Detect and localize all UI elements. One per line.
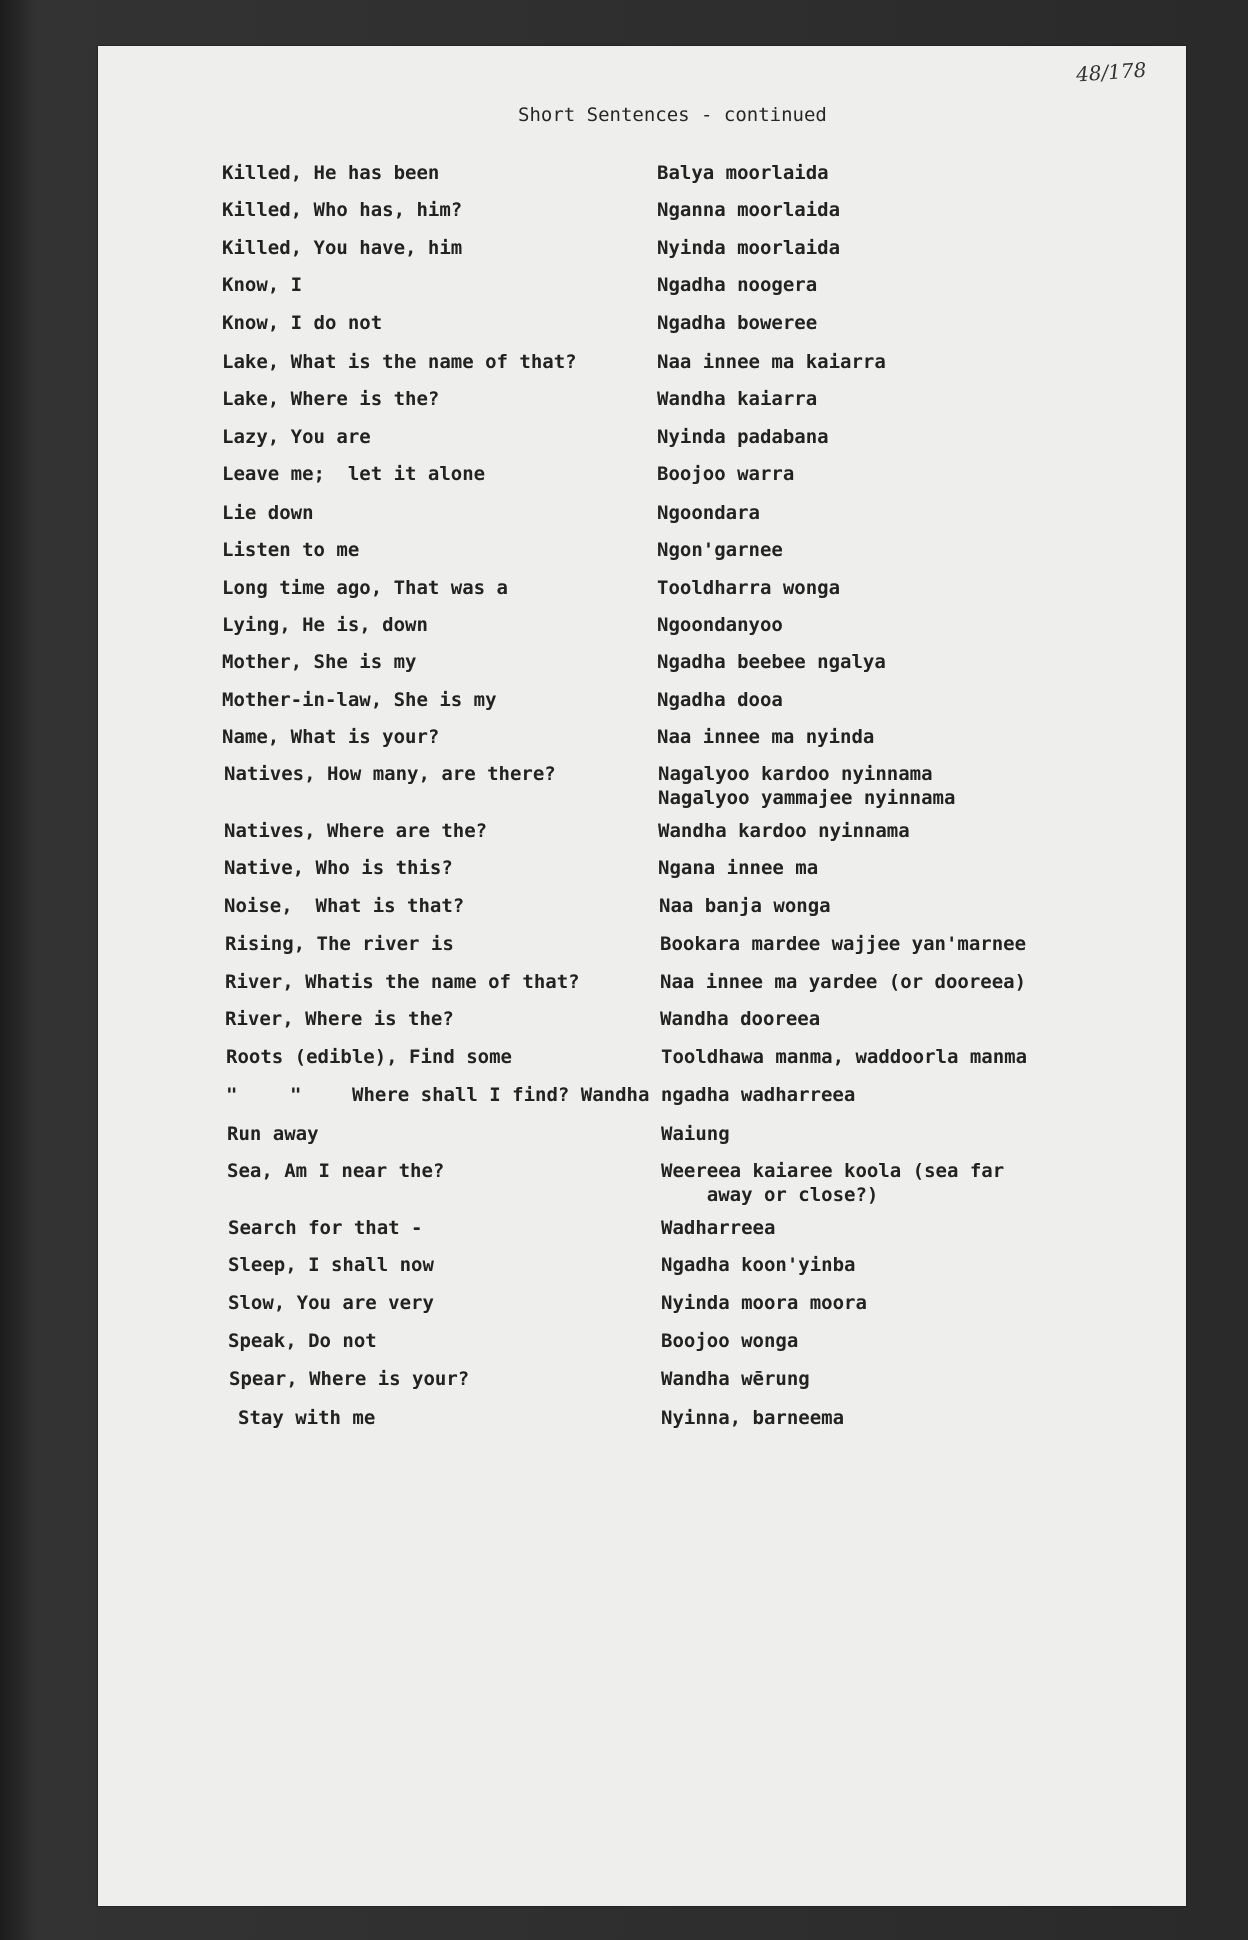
aboriginal-translation: Nyinna, barneema [661,1407,845,1429]
english-phrase: River, Whatis the name of that? [225,971,580,993]
page-heading: Short Sentences - continued [518,104,827,126]
aboriginal-translation: Waiung [661,1123,730,1145]
aboriginal-translation: Nyinda moorlaida [657,237,841,259]
english-phrase: Lake, Where is the? [222,388,440,410]
english-phrase: Rising, The river is [225,933,454,955]
aboriginal-translation: Bookara mardee wajjee yan'marnee [660,933,1027,955]
aboriginal-translation: Ngana innee ma [658,857,819,879]
aboriginal-translation: Ngoondanyoo [657,614,783,636]
aboriginal-translation: Naa innee ma nyinda [657,726,875,748]
english-phrase: Search for that - [228,1217,423,1239]
aboriginal-translation: Ngadha boweree [657,312,818,334]
english-phrase: Speak, Do not [228,1330,377,1352]
aboriginal-translation: Nyinda padabana [657,426,829,448]
english-phrase: Mother, She is my [222,651,417,673]
ditto-mark: " [226,1084,238,1106]
aboriginal-translation: Nagalyoo kardoo nyinnama Nagalyoo yammajee nyinnama [658,763,956,809]
english-phrase: Stay with me [238,1407,376,1429]
english-phrase: Lazy, You are [222,426,371,448]
english-phrase: Know, I do not [222,312,383,334]
english-phrase: Name, What is your? [222,726,440,748]
english-phrase: Sleep, I shall now [228,1254,434,1276]
english-phrase: Run away [227,1123,319,1145]
aboriginal-translation: Naa innee ma yardee (or dooreea) [660,971,1027,993]
aboriginal-translation: Ngoondara [657,502,760,524]
aboriginal-translation: Ngadha beebee ngalya [657,651,886,673]
english-phrase: Natives, How many, are there? [224,763,556,785]
english-phrase: Mother-in-law, She is my [222,689,497,711]
aboriginal-translation: Nganna moorlaida [657,199,841,221]
english-phrase: Killed, You have, him [222,237,463,259]
aboriginal-translation: Boojoo wonga [661,1330,799,1352]
aboriginal-translation: Naa innee ma kaiarra [657,351,886,373]
english-phrase: Leave me; let it alone [222,463,486,485]
aboriginal-translation: Weereea kaiaree koola (sea far away or close?) [661,1160,1005,1206]
english-phrase: Killed, He has been [222,162,440,184]
aboriginal-translation: Ngon'garnee [657,539,783,561]
aboriginal-translation: Ngadha noogera [657,274,818,296]
aboriginal-translation: Boojoo warra [657,463,795,485]
english-phrase: Roots (edible), Find some [226,1046,512,1068]
aboriginal-translation: Nyinda moora moora [661,1292,867,1314]
document-page [98,46,1186,1906]
english-phrase: Listen to me [222,539,360,561]
ditto-mark: " [290,1084,302,1106]
english-phrase: Long time ago, That was a [222,577,508,599]
vocabulary-list [98,46,1186,1906]
english-phrase: Sea, Am I near the? [227,1160,445,1182]
aboriginal-translation: Wandha kaiarra [657,388,818,410]
aboriginal-translation: Wandha wērung [661,1368,810,1390]
aboriginal-translation: Tooldhawa manma, waddoorla manma [661,1046,1028,1068]
english-phrase: Lying, He is, down [222,614,428,636]
english-phrase: Lie down [222,502,314,524]
english-phrase: Slow, You are very [228,1292,434,1314]
ditto-text: Where shall I find? Wandha ngadha wadharreea [352,1084,856,1106]
aboriginal-translation: Wandha dooreea [660,1008,821,1030]
aboriginal-translation: Naa banja wonga [659,895,831,917]
aboriginal-translation: Ngadha koon'yinba [661,1254,856,1276]
aboriginal-translation: Wadharreea [661,1217,776,1239]
english-phrase: Natives, Where are the? [224,820,488,842]
english-phrase: Lake, What is the name of that? [222,351,577,373]
english-phrase: River, Where is the? [225,1008,454,1030]
aboriginal-translation: Balya moorlaida [657,162,829,184]
aboriginal-translation: Tooldharra wonga [657,577,841,599]
english-phrase: Know, I [222,274,303,296]
english-phrase: Noise, What is that? [224,895,465,917]
english-phrase: Native, Who is this? [224,857,453,879]
aboriginal-translation: Ngadha dooa [657,689,783,711]
folio-number: 48/178 [1074,57,1147,87]
english-phrase: Killed, Who has, him? [222,199,463,221]
english-phrase: Spear, Where is your? [229,1368,470,1390]
aboriginal-translation: Wandha kardoo nyinnama [658,820,910,842]
